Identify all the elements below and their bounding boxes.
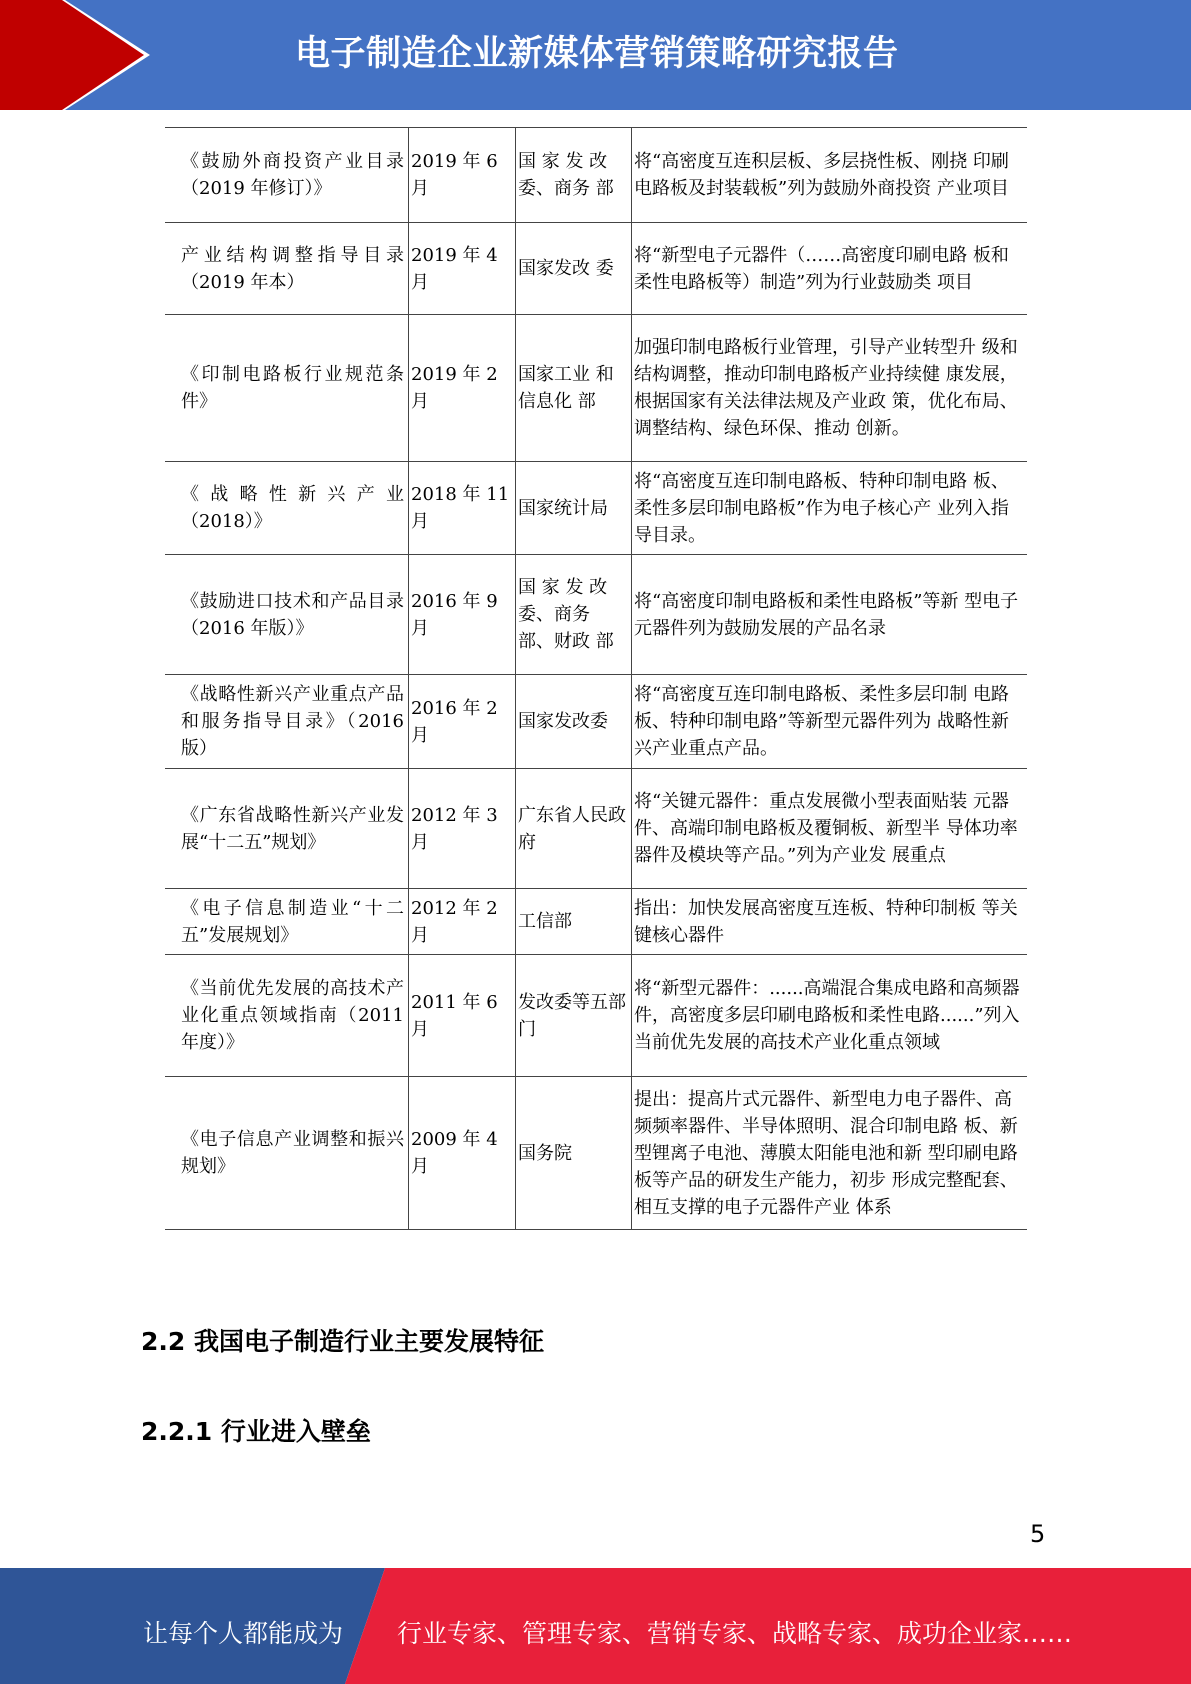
policy-name-cell bbox=[165, 128, 409, 223]
policy-description-cell-text: 将“高密度互连积层板、多层挠性板、刚挠 印刷电路板及封装载板”列为鼓励外商投资 产业项目 bbox=[634, 151, 1009, 199]
policy-table bbox=[165, 127, 1027, 1230]
policy-description-cell bbox=[632, 955, 1028, 1077]
policy-date-cell bbox=[409, 462, 516, 555]
policy-date-cell bbox=[409, 128, 516, 223]
policy-description-cell bbox=[632, 769, 1028, 889]
policy-date-cell-text: 2016 年 9 月 bbox=[411, 590, 498, 639]
header-chevron-decoration bbox=[0, 0, 160, 110]
policy-description-cell-text: 将“高密度互连印制电路板、柔性多层印制 电路板、特种印制电路”等新型元器件列为 战略性新兴产业重点产品。 bbox=[634, 684, 1009, 759]
policy-description-cell-text: 将“高密度印制电路板和柔性电路板”等新 型电子元器件列为鼓励发展的产品名录 bbox=[634, 590, 1019, 639]
policy-description-cell bbox=[632, 889, 1028, 955]
policy-description-cell-text: 将“关键元器件：重点发展微小型表面贴装 元器件、高端印制电路板及覆铜板、新型半 导体功率器件及模块等产品。”列为产业发 展重点 bbox=[634, 791, 1018, 866]
section-heading-2-2-1: 2.2.1 行业进入壁垒 bbox=[141, 1417, 371, 1446]
policy-date-cell bbox=[409, 315, 516, 462]
policy-department-cell-text: 国家工业 和信息化 部 bbox=[518, 364, 614, 412]
table-row bbox=[165, 462, 1027, 555]
report-title: 电子制造企业新媒体营销策略研究报告 bbox=[295, 34, 899, 74]
policy-date-cell-text: 2011 年 6 月 bbox=[411, 991, 498, 1040]
policy-department-cell-text: 工信部 bbox=[518, 911, 572, 932]
policy-date-cell-text: 2016 年 2 月 bbox=[411, 697, 498, 746]
footer-slogan-right: 行业专家、管理专家、营销专家、战略专家、成功企业家…… bbox=[397, 1619, 1073, 1648]
policy-name-cell bbox=[165, 462, 409, 555]
policy-date-cell bbox=[409, 555, 516, 675]
policy-name-cell-text: 产业结构调整指导目录（2019 年本） bbox=[181, 244, 404, 293]
policy-date-cell-text: 2019 年 6 月 bbox=[411, 151, 498, 199]
policy-description-cell bbox=[632, 1077, 1028, 1230]
policy-department-cell bbox=[516, 315, 632, 462]
policy-description-cell bbox=[632, 223, 1028, 315]
page-number: 5 bbox=[1030, 1520, 1046, 1548]
policy-name-cell-text: 《鼓励外商投资产业目录（2019 年修订）》 bbox=[181, 151, 404, 199]
policy-department-cell bbox=[516, 223, 632, 315]
policy-department-cell bbox=[516, 1077, 632, 1230]
policy-department-cell-text: 国家发改 委 bbox=[518, 258, 614, 279]
policy-date-cell-text: 2018 年 11 月 bbox=[411, 484, 510, 532]
page-header bbox=[0, 0, 1191, 110]
policy-department-cell bbox=[516, 769, 632, 889]
policy-description-cell-text: 加强印制电路板行业管理，引导产业转型升 级和结构调整，推动印制电路板产业持续健 康发展，根据国家有关法律法规及产业政 策，优化布局、调整结构、绿色环保、推动 创新。 bbox=[634, 337, 1018, 439]
policy-description-cell-text: 将“新型元器件：......高端混合集成电路和高频器件，高密度多层印刷电路板和柔性电路......”列入当前优先发展的高技术产业化重点领域 bbox=[634, 978, 1020, 1053]
table-row bbox=[165, 1077, 1027, 1230]
policy-department-cell bbox=[516, 128, 632, 223]
policy-name-cell-text: 《广东省战略性新兴产业发展“十二五”规划》 bbox=[181, 804, 404, 853]
table-row bbox=[165, 223, 1027, 315]
policy-name-cell-text: 《电子信息产业调整和振兴规划》 bbox=[181, 1129, 404, 1177]
policy-description-cell bbox=[632, 128, 1028, 223]
policy-department-cell-text: 国 家 发 改 委、商务 部、财政 部 bbox=[518, 577, 614, 652]
policy-name-cell bbox=[165, 889, 409, 955]
policy-date-cell bbox=[409, 1077, 516, 1230]
policy-description-cell bbox=[632, 555, 1028, 675]
policy-department-cell-text: 国家发改委 bbox=[518, 711, 608, 732]
table-row bbox=[165, 769, 1027, 889]
policy-description-cell bbox=[632, 462, 1028, 555]
policy-date-cell-text: 2012 年 3 月 bbox=[411, 804, 498, 853]
policy-date-cell bbox=[409, 675, 516, 769]
policy-date-cell-text: 2019 年 4 月 bbox=[411, 244, 498, 293]
policy-department-cell bbox=[516, 889, 632, 955]
policy-department-cell-text: 国 家 发 改 委、商务 部 bbox=[518, 151, 614, 199]
table-row bbox=[165, 315, 1027, 462]
policy-description-cell-text: 提出：提高片式元器件、新型电力电子器件、高频频率器件、半导体照明、混合印制电路 板、新型锂离子电池、薄膜太阳能电池和新 型印刷电路板等产品的研发生产能力，初步 形成完整配套、相互支撑的电子元器件产业 体系 bbox=[634, 1088, 1018, 1218]
policy-date-cell bbox=[409, 769, 516, 889]
policy-description-cell-text: 指出：加快发展高密度互连板、特种印制板 等关键核心器件 bbox=[634, 897, 1018, 946]
policy-date-cell-text: 2019 年 2 月 bbox=[411, 364, 498, 412]
policy-name-cell-text: 《鼓励进口技术和产品目录（2016 年版）》 bbox=[181, 590, 404, 639]
policy-date-cell bbox=[409, 889, 516, 955]
policy-department-cell bbox=[516, 955, 632, 1077]
policy-department-cell-text: 国家统计局 bbox=[518, 497, 608, 519]
policy-name-cell bbox=[165, 675, 409, 769]
policy-department-cell bbox=[516, 555, 632, 675]
policy-name-cell-text: 《印制电路板行业规范条件》 bbox=[181, 364, 404, 412]
table-row bbox=[165, 889, 1027, 955]
policy-department-cell-text: 发改委等五部门 bbox=[518, 991, 626, 1040]
policy-description-cell-text: 将“高密度互连印制电路板、特种印制电路 板、柔性多层印制电路板”作为电子核心产 业列入指导目录。 bbox=[634, 470, 1009, 546]
table-row bbox=[165, 128, 1027, 223]
table-row bbox=[165, 555, 1027, 675]
policy-name-cell bbox=[165, 315, 409, 462]
policy-name-cell bbox=[165, 955, 409, 1077]
page-footer bbox=[0, 1568, 1191, 1684]
policy-department-cell-text: 国务院 bbox=[518, 1142, 572, 1164]
policy-date-cell-text: 2012 年 2 月 bbox=[411, 897, 498, 946]
policy-description-cell-text: 将“新型电子元器件（……高密度印刷电路 板和柔性电路板等）制造”列为行业鼓励类 项目 bbox=[634, 244, 1009, 293]
policy-description-cell bbox=[632, 315, 1028, 462]
policy-name-cell bbox=[165, 555, 409, 675]
table-row bbox=[165, 675, 1027, 769]
policy-name-cell-text: 《战略性新兴产业（2018）》 bbox=[181, 484, 404, 532]
policy-name-cell-text: 《当前优先发展的高技术产业化重点领域指南（2011 年度）》 bbox=[181, 978, 404, 1053]
policy-date-cell bbox=[409, 223, 516, 315]
policy-name-cell-text: 《战略性新兴产业重点产品和服务指导目录》（2016 版） bbox=[181, 684, 404, 759]
table-row bbox=[165, 955, 1027, 1077]
policy-department-cell-text: 广东省人民政府 bbox=[518, 804, 626, 853]
policy-name-cell bbox=[165, 769, 409, 889]
policy-name-cell-text: 《电子信息制造业“十二五”发展规划》 bbox=[181, 897, 404, 946]
policy-department-cell bbox=[516, 675, 632, 769]
section-heading-2-2: 2.2 我国电子制造行业主要发展特征 bbox=[141, 1327, 544, 1356]
policy-name-cell bbox=[165, 223, 409, 315]
policy-date-cell-text: 2009 年 4 月 bbox=[411, 1129, 498, 1177]
footer-slogan-left: 让每个人都能成为 bbox=[143, 1619, 344, 1648]
policy-date-cell bbox=[409, 955, 516, 1077]
policy-department-cell bbox=[516, 462, 632, 555]
policy-description-cell bbox=[632, 675, 1028, 769]
policy-name-cell bbox=[165, 1077, 409, 1230]
